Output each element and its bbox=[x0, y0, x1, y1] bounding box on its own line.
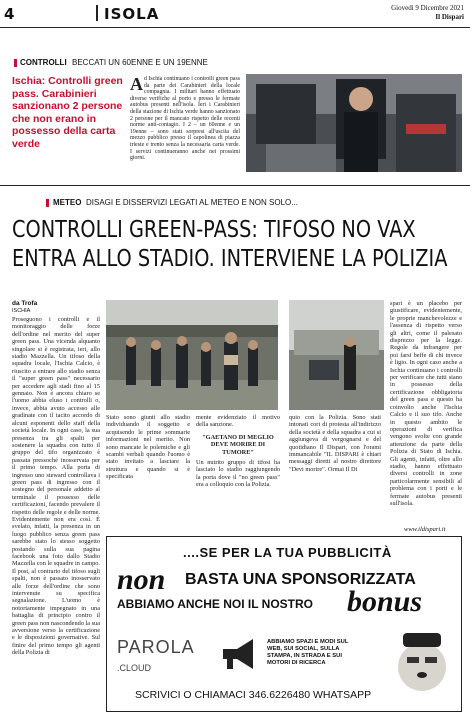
paper-name: Il Dispari bbox=[435, 13, 464, 21]
column-3-text: mente evidenziato il motivo della sanzione. bbox=[196, 414, 280, 429]
headline-red: Ischia: Controlli green pass. bbox=[12, 75, 123, 100]
main-story-kicker bbox=[0, 198, 470, 208]
kicker-label: METEO bbox=[53, 198, 82, 207]
article-column-4 bbox=[289, 414, 381, 524]
article-column-5 bbox=[390, 300, 462, 522]
kicker-subtitle: DISAGI E DISSERVIZI LEGATI AL METEO E NON SOLO... bbox=[86, 198, 298, 207]
police-car-photo bbox=[289, 300, 384, 410]
top-story-photo bbox=[246, 74, 462, 172]
ad-services: ABBIAMO SPAZI E MODI SUL WEB, SUI SOCIAL, SULLA STAMPA, IN STRADA E SUI MOTORI DI RICERCA bbox=[267, 639, 349, 666]
kicker-red-bar bbox=[14, 59, 17, 67]
header-rule bbox=[0, 27, 470, 28]
stadium-photo bbox=[106, 300, 278, 410]
top-story-headline bbox=[12, 75, 124, 150]
dog-mascot-icon bbox=[389, 627, 455, 693]
website-url: www.ildispari.it bbox=[404, 526, 446, 533]
main-headline bbox=[12, 216, 448, 274]
ad-cta: SCRIVICI O CHIAMACI 346.6226480 WHATSAPP bbox=[135, 689, 372, 701]
kicker-label: CONTROLLI bbox=[20, 58, 67, 67]
page-number: 4 bbox=[4, 5, 15, 23]
column-4-text: quio con la Polizia. Sono stati intonati cori di protesta all'indirizzo della società e della squadra a cui si aggiungeva di vergognarsi e del quotidiano Il Dispari, con l'orami immancabile "IL DISPARI è chiari messaggi diretti al nostro direttore "Devi morire". Ormai Il Di bbox=[289, 414, 381, 473]
header-divider bbox=[96, 5, 98, 21]
kicker-subtitle: BECCATI UN 60ENNE E UN 19ENNE bbox=[72, 58, 208, 67]
top-story-divider bbox=[0, 185, 470, 186]
article-column-3 bbox=[196, 414, 280, 524]
byline: da Trofa bbox=[12, 300, 38, 307]
headline-line-1: CONTROLLI GREEN-PASS: TIFOSO NO VAX bbox=[12, 217, 416, 243]
top-story-kicker bbox=[0, 58, 470, 68]
ad-line-3: ABBIAMO ANCHE NOI IL NOSTRO bbox=[117, 597, 314, 611]
ad-line-1: ....SE PER LA TUA PUBBLICITÀ bbox=[183, 545, 392, 560]
page-header bbox=[0, 0, 470, 26]
column-5-text: spari è un placebo per giustificare, evidentemente, le proprie manchevolezze e l'assenza di rispetto verso gli altri, come il palesato disprezzo per la legge. Regole da infrangere per poi farsi beffe di chi invece è ligio. In ogni caso anche a Ischia continuano i controlli per verificare che tutti siano in possesso della certificazione obbligatoria del green pass e questo ha coinvolto anche l'Ischia Calcio e il suo tifo. Anche in questo ambito le operazioni di verifica vengono svolte con grande attenzione da parte della Polizia di Stato di Ischia. Gli agenti, infatti, oltre allo stadio, hanno effettuato diversi controlli in zone particolarmente sensibili al problema con i porti e le fermate autobus presenti sull'isola. bbox=[390, 300, 462, 507]
column-1-text: Proseguono i controlli e il monitoraggio delle forze dell'ordine nel merito del super green pass. Una vicenda alquanto singolare si è registrata, ieri, allo stadio Mazzella. Un tifoso della squadra locale, l'Ischia Calcio, è riuscito a entrare allo stadio senza il "super green pass" necessario per accedere agli stadi fino al 15 gennaio. Non è ancora chiaro se l'uomo abbia eluso i controlli o, invece, abbia avuto accesso alle gradinate con il tacito accordo di alcuni esponenti dello staff della società locale. In ogni caso, la sua presenza tra gli spalti per sostenere la squadra con tutto il gruppo del tifo organizzato è passata pressoché inosservata per il primo tempo. Alla porta di ingresso uno steward controllava i green pass di ingresso con il sostegno del personale addetto al terminale il possesso delle certificazioni, facendo prevalere il rispetto delle regole e delle norme. Evidentemente non era così. È svelato, infatti, la presenza in un luogo pubblico senza green pass sarebbe stato lo stesso soggetto postando sulla sua pagina facebook una foto dallo Stadio Mazzella con le squadre in campo. Il post, al contrario del tifoso sugli spalti, non è passato inosservato alle forze dell'ordine che sono intervenute su specifica segnalazione. L'uomo è notoriamente impegnato in una battaglia di principio contro il green pass non nascondendo la sua avversione verso la certificazione e le disposizioni governative. Sul finire del primo tempo gli agenti della Polizia di bbox=[12, 316, 100, 657]
headline-rest: Carabinieri sanzionano 2 persone che non erano in possesso della carta verde bbox=[12, 87, 123, 150]
column-3-subhead: "GAETANO DI MEGLIO DEVE MORIRE DI TUMORE" bbox=[202, 433, 274, 456]
ad-bonus: bonus bbox=[347, 585, 423, 618]
byline-location: ISCHIA bbox=[12, 308, 31, 314]
headline-line-2: ENTRA ALLO STADIO. INTERVIENE LA POLIZIA bbox=[12, 246, 448, 272]
megaphone-icon bbox=[219, 637, 259, 671]
top-story-body bbox=[130, 76, 240, 168]
ad-non: non bbox=[117, 563, 166, 596]
ad-line-2: BASTA UNA SPONSORIZZATA bbox=[185, 571, 416, 588]
section-title: ISOLA bbox=[104, 5, 160, 23]
column-2-text: Stato sono giunti allo stadio individuando il soggetto e acquisendo le prime sommarie informazioni nel merito. Non sono mancate le polemiche e gli scambi verbali quando l'uomo è stato invitato a lasciare la struttura e quando si è specificata bbox=[106, 414, 190, 481]
stadium-crowd-photo bbox=[106, 300, 278, 410]
article-column-1 bbox=[12, 316, 100, 714]
carabinieri-photo bbox=[246, 74, 462, 172]
article-column-2 bbox=[106, 414, 190, 524]
issue-date: Giovedì 9 Dicembre 2021 bbox=[391, 4, 464, 12]
kicker-red-bar bbox=[46, 199, 49, 207]
brand-sub: .CLOUD bbox=[117, 663, 152, 673]
column-3-text-b: Un nutrito gruppo di tifosi ha lasciato lo stadio raggiungendo la porta dove il "no green pass" era a colloquio con la Polizia. bbox=[196, 459, 280, 489]
top-story-text: d Ischia continuano i controlli green pass da parte dei Carabinieri della locale compagnia. I militari hanno effettuato diverse verifiche al porto e presso le fermate autobus presenti nell'isola. Ieri i Carabinieri della stazione di Ischia verde hanno sanzionato 2 persone per il mancato rispetto delle recenti norme anti-contagio. I 2 – un 60enne e un 19enne – sono stati sorpresi all'uscita del mezzo pubblico presso il capolinea di piazza trieste e trento senza la necessaria carta verde. I servizi continueranno anche nei prossimi giorni. bbox=[130, 76, 240, 162]
brand-name: PAROLA bbox=[117, 637, 195, 657]
police-photo bbox=[289, 300, 384, 410]
drop-cap: A bbox=[130, 76, 143, 94]
ad-brand bbox=[117, 637, 195, 676]
advertisement bbox=[106, 536, 462, 712]
